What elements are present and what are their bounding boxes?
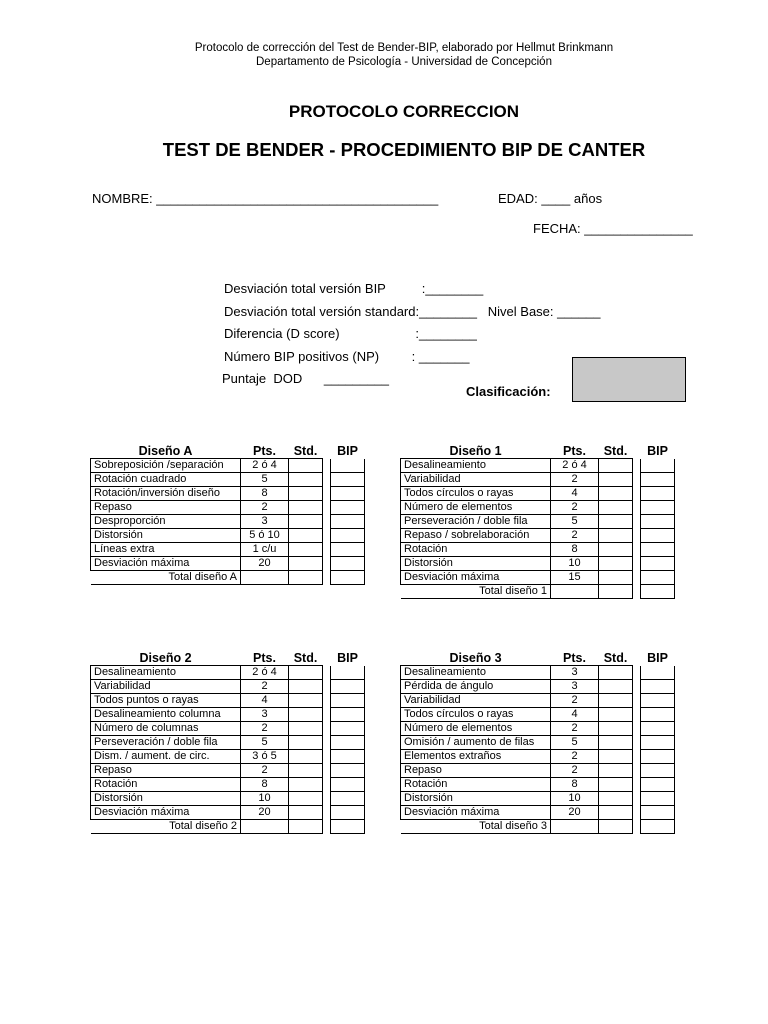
total-row: [401, 585, 675, 599]
pts-header: Pts.: [253, 444, 276, 458]
std-cell[interactable]: [289, 806, 323, 820]
std-cell[interactable]: [599, 778, 633, 792]
item-label: Desalineamiento columna: [91, 708, 241, 722]
item-label: Todos círculos o rayas: [401, 487, 551, 501]
std-cell[interactable]: [289, 543, 323, 557]
bip-cell[interactable]: [641, 750, 675, 764]
bip-cell[interactable]: [331, 778, 365, 792]
bip-cell[interactable]: [641, 708, 675, 722]
pts-header: Pts.: [253, 651, 276, 665]
item-points: 8: [551, 778, 599, 792]
item-points: 2: [551, 529, 599, 543]
clasificacion-label: Clasificación:: [466, 384, 551, 399]
bip-cell[interactable]: [641, 694, 675, 708]
std-cell[interactable]: [599, 736, 633, 750]
table-row: [91, 736, 365, 750]
std-cell[interactable]: [289, 764, 323, 778]
item-label: Rotación cuadrado: [91, 473, 241, 487]
item-points: 8: [241, 487, 289, 501]
std-cell[interactable]: [289, 680, 323, 694]
bip-cell[interactable]: [641, 680, 675, 694]
std-cell[interactable]: [599, 750, 633, 764]
std-cell[interactable]: [289, 529, 323, 543]
item-label: Distorsión: [91, 529, 241, 543]
std-cell[interactable]: [289, 459, 323, 473]
std-total-field[interactable]: Desviación total versión standard:________ Nivel Base: ______: [224, 304, 601, 319]
std-cell[interactable]: [599, 694, 633, 708]
item-label: Desalineamiento: [401, 459, 551, 473]
item-label: Número de elementos: [401, 501, 551, 515]
bip-cell[interactable]: [641, 736, 675, 750]
table-row: [401, 680, 675, 694]
table-row: [401, 543, 675, 557]
total-std-cell[interactable]: [289, 820, 323, 834]
item-label: Variabilidad: [401, 473, 551, 487]
table-row: [91, 543, 365, 557]
bip-header: BIP: [337, 651, 358, 666]
table-row: [401, 666, 675, 680]
std-header: Std.: [603, 651, 628, 665]
total-label: Total diseño 2: [91, 820, 241, 834]
table-row: [91, 473, 365, 487]
item-label: Repaso: [91, 764, 241, 778]
item-points: 5: [241, 736, 289, 750]
total-points-cell[interactable]: [241, 820, 289, 834]
table-title: Diseño 1: [449, 444, 502, 458]
bip-cell[interactable]: [641, 571, 675, 585]
bip-cell[interactable]: [641, 543, 675, 557]
std-cell[interactable]: [599, 487, 633, 501]
item-points: 2 ó 4: [241, 666, 289, 680]
item-label: Desproporción: [91, 515, 241, 529]
item-points: 2: [241, 680, 289, 694]
bip-cell[interactable]: [331, 792, 365, 806]
item-points: 5: [241, 473, 289, 487]
item-points: 3: [551, 666, 599, 680]
bip-cell[interactable]: [641, 515, 675, 529]
bip-cell[interactable]: [331, 557, 365, 571]
std-cell[interactable]: [599, 666, 633, 680]
bip-total-field[interactable]: Desviación total versión BIP :________: [224, 281, 484, 296]
table-row: [401, 778, 675, 792]
bip-header: BIP: [647, 444, 668, 459]
bip-cell[interactable]: [331, 722, 365, 736]
item-label: Desviación máxima: [401, 806, 551, 820]
std-cell[interactable]: [289, 778, 323, 792]
bip-cell[interactable]: [641, 764, 675, 778]
header-line-2: Departamento de Psicología - Universidad de Concepción: [256, 56, 552, 68]
std-cell[interactable]: [599, 543, 633, 557]
item-points: 4: [551, 708, 599, 722]
bip-cell[interactable]: [641, 666, 675, 680]
item-label: Líneas extra: [91, 543, 241, 557]
item-points: 3: [241, 515, 289, 529]
std-cell[interactable]: [599, 764, 633, 778]
table-row: [91, 722, 365, 736]
item-label: Rotación/inversión diseño: [91, 487, 241, 501]
item-label: Dism. / aument. de circ.: [91, 750, 241, 764]
item-points: 1 c/u: [241, 543, 289, 557]
item-points: 8: [241, 778, 289, 792]
item-label: Todos puntos o rayas: [91, 694, 241, 708]
total-bip-cell[interactable]: [641, 585, 675, 599]
bip-cell[interactable]: [331, 543, 365, 557]
std-cell[interactable]: [289, 666, 323, 680]
table-row: [401, 792, 675, 806]
total-row: [401, 820, 675, 834]
bip-cell[interactable]: [641, 529, 675, 543]
table-row: [401, 459, 675, 473]
std-cell[interactable]: [289, 487, 323, 501]
bip-cell[interactable]: [331, 708, 365, 722]
item-points: 20: [551, 806, 599, 820]
item-label: Desalineamiento: [91, 666, 241, 680]
table-row: [401, 571, 675, 585]
std-cell[interactable]: [289, 694, 323, 708]
table-row: [91, 750, 365, 764]
bip-header: BIP: [647, 651, 668, 666]
item-label: Rotación: [401, 543, 551, 557]
diferencia-field[interactable]: Diferencia (D score) :________: [224, 326, 477, 341]
item-points: 8: [551, 543, 599, 557]
total-std-cell[interactable]: [289, 571, 323, 585]
item-label: Repaso: [401, 764, 551, 778]
std-cell[interactable]: [289, 515, 323, 529]
bip-cell[interactable]: [331, 750, 365, 764]
item-points: 3: [241, 708, 289, 722]
bip-cell[interactable]: [331, 459, 365, 473]
dod-field[interactable]: Puntaje DOD _________: [222, 371, 389, 386]
table-row: [91, 557, 365, 571]
item-label: Pérdida de ángulo: [401, 680, 551, 694]
table-row: [91, 792, 365, 806]
bip-cell[interactable]: [331, 806, 365, 820]
item-label: Desviación máxima: [91, 806, 241, 820]
item-points: 4: [241, 694, 289, 708]
total-points-cell[interactable]: [551, 820, 599, 834]
table-row: [401, 736, 675, 750]
item-label: Rotación: [91, 778, 241, 792]
pts-header: Pts.: [563, 444, 586, 458]
item-points: 10: [551, 792, 599, 806]
item-points: 2: [551, 764, 599, 778]
item-points: 2: [551, 694, 599, 708]
bip-cell[interactable]: [331, 666, 365, 680]
bip-cell[interactable]: [641, 722, 675, 736]
bip-cell[interactable]: [641, 487, 675, 501]
std-cell[interactable]: [289, 736, 323, 750]
std-header: Std.: [603, 444, 628, 458]
item-label: Omisión / aumento de filas: [401, 736, 551, 750]
np-field[interactable]: Número BIP positivos (NP) : _______: [224, 349, 470, 364]
total-std-cell[interactable]: [599, 585, 633, 599]
item-points: 2: [551, 750, 599, 764]
table-row: [401, 708, 675, 722]
bip-cell[interactable]: [331, 529, 365, 543]
item-points: 2: [241, 722, 289, 736]
item-label: Repaso / sobrelaboración: [401, 529, 551, 543]
test-title: TEST DE BENDER - PROCEDIMIENTO BIP DE CANTER: [162, 139, 646, 160]
table-diseno-1: [400, 444, 675, 599]
std-cell[interactable]: [599, 680, 633, 694]
item-label: Perseveración / doble fila: [91, 736, 241, 750]
bip-cell[interactable]: [641, 778, 675, 792]
table-row: [401, 529, 675, 543]
std-cell[interactable]: [599, 708, 633, 722]
std-cell[interactable]: [599, 473, 633, 487]
item-points: 4: [551, 487, 599, 501]
total-bip-cell[interactable]: [331, 820, 365, 834]
std-cell[interactable]: [289, 750, 323, 764]
table-row: [91, 764, 365, 778]
std-cell[interactable]: [599, 529, 633, 543]
item-points: 2: [241, 764, 289, 778]
item-points: 5: [551, 736, 599, 750]
item-points: 2: [551, 722, 599, 736]
item-label: Elementos extraños: [401, 750, 551, 764]
item-label: Distorsión: [91, 792, 241, 806]
total-points-cell[interactable]: [551, 585, 599, 599]
total-std-cell[interactable]: [599, 820, 633, 834]
table-row: [91, 501, 365, 515]
item-label: Rotación: [401, 778, 551, 792]
table-row: [91, 708, 365, 722]
item-label: Distorsión: [401, 792, 551, 806]
total-row: [91, 820, 365, 834]
item-points: 5: [551, 515, 599, 529]
total-bip-cell[interactable]: [331, 571, 365, 585]
item-points: 2: [551, 473, 599, 487]
item-label: Variabilidad: [401, 694, 551, 708]
item-points: 10: [551, 557, 599, 571]
item-label: Distorsión: [401, 557, 551, 571]
table-row: [401, 515, 675, 529]
item-label: Número de columnas: [91, 722, 241, 736]
total-label: Total diseño 3: [401, 820, 551, 834]
bip-cell[interactable]: [331, 487, 365, 501]
bip-cell[interactable]: [331, 764, 365, 778]
item-points: 2 ó 4: [551, 459, 599, 473]
item-label: Repaso: [91, 501, 241, 515]
std-cell[interactable]: [289, 792, 323, 806]
std-cell[interactable]: [599, 571, 633, 585]
table-row: [91, 666, 365, 680]
total-label: Total diseño 1: [401, 585, 551, 599]
item-points: 2: [551, 501, 599, 515]
table-row: [91, 778, 365, 792]
table-row: [401, 694, 675, 708]
item-points: 15: [551, 571, 599, 585]
table-diseno-3: [400, 651, 675, 834]
total-points-cell[interactable]: [241, 571, 289, 585]
pts-header: Pts.: [563, 651, 586, 665]
bip-cell[interactable]: [641, 459, 675, 473]
bip-cell[interactable]: [331, 680, 365, 694]
item-points: 3: [551, 680, 599, 694]
std-header: Std.: [293, 651, 318, 665]
table-row: [91, 806, 365, 820]
table-row: [91, 515, 365, 529]
bip-cell[interactable]: [641, 792, 675, 806]
item-label: Desalineamiento: [401, 666, 551, 680]
item-label: Todos círculos o rayas: [401, 708, 551, 722]
item-points: 20: [241, 806, 289, 820]
item-points: 5 ó 10: [241, 529, 289, 543]
nombre-field[interactable]: NOMBRE: _______________________________________: [92, 191, 439, 206]
edad-field[interactable]: EDAD: ____ años: [498, 191, 603, 206]
table-row: [401, 501, 675, 515]
std-cell[interactable]: [599, 515, 633, 529]
std-cell[interactable]: [599, 557, 633, 571]
std-cell[interactable]: [289, 501, 323, 515]
item-label: Desviación máxima: [401, 571, 551, 585]
total-bip-cell[interactable]: [641, 820, 675, 834]
bip-cell[interactable]: [641, 501, 675, 515]
std-cell[interactable]: [289, 557, 323, 571]
item-label: Desviación máxima: [91, 557, 241, 571]
bip-cell[interactable]: [641, 557, 675, 571]
bip-cell[interactable]: [641, 806, 675, 820]
std-header: Std.: [293, 444, 318, 458]
header-line-1: Protocolo de corrección del Test de Bender-BIP, elaborado por Hellmut Brinkmann: [194, 42, 614, 54]
item-points: 20: [241, 557, 289, 571]
total-row: [91, 571, 365, 585]
table-row: [401, 473, 675, 487]
table-row: [91, 680, 365, 694]
table-title: Diseño 3: [449, 651, 502, 665]
protocol-title: PROTOCOLO CORRECCION: [288, 102, 520, 121]
std-cell[interactable]: [599, 722, 633, 736]
table-row: [401, 750, 675, 764]
std-cell[interactable]: [289, 473, 323, 487]
item-points: 10: [241, 792, 289, 806]
table-row: [91, 487, 365, 501]
bip-cell[interactable]: [331, 473, 365, 487]
bip-header: BIP: [337, 444, 358, 459]
bip-cell[interactable]: [641, 473, 675, 487]
std-cell[interactable]: [289, 708, 323, 722]
bip-cell[interactable]: [331, 736, 365, 750]
fecha-field[interactable]: FECHA: _______________: [533, 221, 693, 236]
table-row: [401, 764, 675, 778]
item-label: Variabilidad: [91, 680, 241, 694]
total-label: Total diseño A: [91, 571, 241, 585]
item-label: Sobreposición /separación: [91, 459, 241, 473]
table-row: [91, 529, 365, 543]
table-row: [91, 694, 365, 708]
table-row: [401, 722, 675, 736]
bip-cell[interactable]: [331, 694, 365, 708]
table-diseno-2: [90, 651, 365, 834]
table-diseno-a: [90, 444, 365, 585]
clasificacion-box[interactable]: [572, 357, 686, 402]
item-points: 2: [241, 501, 289, 515]
table-title: Diseño 2: [139, 651, 192, 665]
std-cell[interactable]: [599, 459, 633, 473]
table-row: [401, 487, 675, 501]
std-cell[interactable]: [599, 792, 633, 806]
table-row: [401, 806, 675, 820]
bip-cell[interactable]: [331, 501, 365, 515]
item-label: Perseveración / doble fila: [401, 515, 551, 529]
table-row: [401, 557, 675, 571]
item-points: 2 ó 4: [241, 459, 289, 473]
std-cell[interactable]: [599, 501, 633, 515]
item-label: Número de elementos: [401, 722, 551, 736]
std-cell[interactable]: [289, 722, 323, 736]
table-title: Diseño A: [138, 444, 193, 458]
item-points: 3 ó 5: [241, 750, 289, 764]
std-cell[interactable]: [599, 806, 633, 820]
bip-cell[interactable]: [331, 515, 365, 529]
table-row: [91, 459, 365, 473]
